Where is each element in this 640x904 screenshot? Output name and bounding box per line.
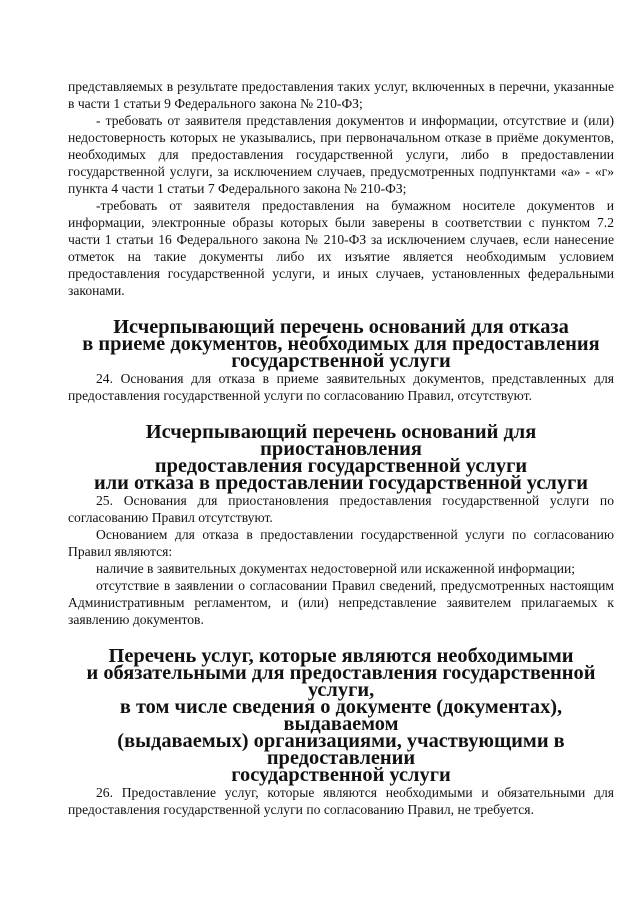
section-heading-suspension bbox=[68, 421, 614, 494]
section-heading-refusal-reception bbox=[68, 316, 614, 372]
paragraph-25: 25. Основания для приостановления предоставления государственной услуги по согласованию Правил отсутствуют. bbox=[68, 493, 614, 525]
paragraph-24: 24. Основания для отказа в приеме заявительных документов, представленных для предоставления государственной услуги по согласованию Правил, отсутствуют. bbox=[68, 371, 614, 403]
heading-line: или отказа в предоставлении государственной услуги bbox=[93, 472, 589, 494]
paragraph-26: 26. Предоставление услуг, которые являются необходимыми и обязательными для предоставления государственной услуги по согласованию Правил, не требуется. bbox=[68, 785, 614, 817]
heading-line: Исчерпывающий перечень оснований для отказа bbox=[113, 316, 569, 338]
paragraph-ground-inaccurate: наличие в заявительных документах недостоверной или искаженной информации; bbox=[96, 561, 576, 576]
paragraph-ground-missing: отсутствие в заявлении о согласовании Правил сведений, предусмотренных настоящим Административным регламентом, и (или) непредставление заявителем прилагаемых к заявлению документов. bbox=[68, 578, 614, 627]
heading-line: государственной услуги bbox=[231, 350, 451, 372]
paragraph-requirement-documents: - требовать от заявителя представления документов и информации, отсутствие и (или) недостоверность которых не указывались, при первоначальном отказе в приёме документов, необходимых для предоставления государственной услуги, либо в предоставлении государственной услуги, за исключением случаев, предусмотренных подпунктами «а» - «г» пункта 4 части 1 статьи 7 Федерального закона № 210-ФЗ; bbox=[68, 113, 614, 196]
heading-line: в том числе сведения о документе (документах), выдаваемом bbox=[119, 696, 563, 735]
paragraph-requirement-paper: -требовать от заявителя предоставления на бумажном носителе документов и информации, электронные образы которых были заверены в соответствии с пунктом 7.2 части 1 статьи 16 Федерального закона № 210-ФЗ за исключением случаев, если нанесение отметок на такие документы либо их изъятие является необходимым условием предоставления государственной услуги, и иных случаев, установленных федеральными законами. bbox=[68, 198, 614, 298]
heading-line: предоставления государственной услуги bbox=[154, 455, 528, 477]
paragraph-continuation: представляемых в результате предоставления таких услуг, включенных в перечни, указанные в части 1 статьи 9 Федерального закона № 210-ФЗ; bbox=[68, 79, 614, 111]
heading-line: в приеме документов, необходимых для предоставления bbox=[82, 333, 600, 355]
heading-line: Исчерпывающий перечень оснований для приостановления bbox=[145, 421, 537, 460]
heading-line: и обязательными для предоставления государственной услуги, bbox=[86, 662, 596, 701]
heading-line: государственной услуги bbox=[231, 764, 451, 786]
paragraph-refusal-grounds: Основанием для отказа в предоставлении государственной услуги по согласованию Правил являются: bbox=[68, 527, 614, 559]
heading-line: Перечень услуг, которые являются необходимыми bbox=[108, 645, 574, 667]
section-heading-necessary-services bbox=[68, 645, 614, 786]
heading-line: (выдаваемых) организациями, участвующими в предоставлении bbox=[117, 730, 565, 769]
